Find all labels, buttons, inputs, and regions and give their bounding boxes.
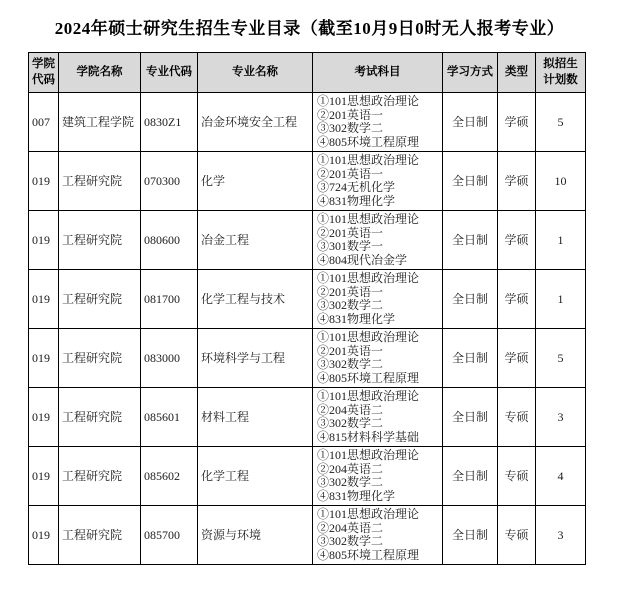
- subject-line: ③302数学二: [317, 121, 384, 135]
- subject-line: ④804现代冶金学: [317, 252, 408, 267]
- exam-subjects-cell: [313, 329, 443, 388]
- type-cell: 学硕: [498, 93, 536, 152]
- college-name-cell: 工程研究院: [59, 388, 141, 447]
- page-title: 2024年硕士研究生招生专业目录（截至10月9日0时无人报考专业）: [54, 19, 565, 38]
- exam-subjects-cell: [313, 152, 443, 211]
- major-name-cell: 资源与环境: [198, 506, 313, 565]
- planned-count-cell: 10: [536, 152, 586, 211]
- type-cell: 专硕: [498, 447, 536, 506]
- header-college-code: 学院代码: [29, 53, 59, 93]
- college-code-cell: 019: [29, 388, 59, 447]
- major-name-cell: 冶金工程: [198, 211, 313, 270]
- subject-line: ④815材料科学基础: [317, 429, 420, 444]
- subject-line: ②201英语一: [317, 166, 384, 181]
- type-cell: 学硕: [498, 211, 536, 270]
- subject-line: ③302数学二: [317, 357, 384, 371]
- subject-line: ③302数学二: [317, 298, 384, 312]
- subject-line: ④831物理化学: [317, 193, 396, 208]
- subject-line: ①101思想政治理论: [317, 330, 420, 344]
- planned-count-cell: 1: [536, 270, 586, 329]
- table-header-row: [29, 53, 586, 93]
- planned-count-cell: 3: [536, 388, 586, 447]
- college-code-cell: 019: [29, 270, 59, 329]
- subject-line: ②204英语二: [317, 402, 384, 417]
- subject-line: ④831物理化学: [317, 311, 396, 326]
- college-code-cell: 019: [29, 152, 59, 211]
- exam-subjects-cell: [313, 506, 443, 565]
- planned-count-cell: 5: [536, 329, 586, 388]
- subject-line: ①101思想政治理论: [317, 271, 420, 285]
- major-name-cell: 化学: [198, 152, 313, 211]
- header-study-mode: 学习方式: [443, 53, 498, 93]
- type-cell: 学硕: [498, 270, 536, 329]
- subject-line: ②201英语一: [317, 343, 384, 358]
- header-college-name: 学院名称: [59, 53, 141, 93]
- subject-line: ①101思想政治理论: [317, 507, 420, 521]
- table-row: [29, 93, 586, 152]
- major-name-cell: 冶金环境安全工程: [198, 93, 313, 152]
- subject-line: ②201英语一: [317, 284, 384, 299]
- major-code-cell: 0830Z1: [141, 93, 198, 152]
- college-name-cell: 工程研究院: [59, 211, 141, 270]
- major-name-cell: 化学工程与技术: [198, 270, 313, 329]
- college-code-cell: 019: [29, 506, 59, 565]
- subject-line: ④805环境工程原理: [317, 134, 420, 149]
- college-name-cell: 工程研究院: [59, 447, 141, 506]
- subject-line: ①101思想政治理论: [317, 389, 420, 403]
- major-code-cell: 085700: [141, 506, 198, 565]
- major-code-cell: 081700: [141, 270, 198, 329]
- header-planned-count: 拟招生计划数: [536, 53, 586, 93]
- catalog-table-body: [29, 93, 586, 565]
- planned-count-cell: 4: [536, 447, 586, 506]
- exam-subjects-cell: [313, 211, 443, 270]
- table-row: [29, 388, 586, 447]
- header-major-name: 专业名称: [198, 53, 313, 93]
- type-cell: 专硕: [498, 506, 536, 565]
- type-cell: 专硕: [498, 388, 536, 447]
- table-row: [29, 152, 586, 211]
- study-mode-cell: 全日制: [443, 329, 498, 388]
- header-major-code: 专业代码: [141, 53, 198, 93]
- subject-line: ②201英语一: [317, 225, 384, 240]
- header-type: 类型: [498, 53, 536, 93]
- subject-line: ③302数学二: [317, 534, 384, 548]
- study-mode-cell: 全日制: [443, 152, 498, 211]
- college-code-cell: 019: [29, 211, 59, 270]
- major-code-cell: 085602: [141, 447, 198, 506]
- table-row: [29, 506, 586, 565]
- catalog-table: [28, 52, 586, 565]
- subject-line: ①101思想政治理论: [317, 448, 420, 462]
- subject-line: ③724无机化学: [317, 180, 396, 194]
- subject-line: ①101思想政治理论: [317, 153, 420, 167]
- table-row: [29, 270, 586, 329]
- table-row: [29, 447, 586, 506]
- subject-line: ④805环境工程原理: [317, 370, 420, 385]
- exam-subjects-cell: [313, 447, 443, 506]
- study-mode-cell: 全日制: [443, 211, 498, 270]
- subject-line: ②201英语一: [317, 107, 384, 122]
- major-code-cell: 080600: [141, 211, 198, 270]
- major-name-cell: 环境科学与工程: [198, 329, 313, 388]
- study-mode-cell: 全日制: [443, 270, 498, 329]
- subject-line: ①101思想政治理论: [317, 94, 420, 108]
- subject-line: ①101思想政治理论: [317, 212, 420, 226]
- subject-line: ②204英语二: [317, 461, 384, 476]
- study-mode-cell: 全日制: [443, 388, 498, 447]
- planned-count-cell: 5: [536, 93, 586, 152]
- college-code-cell: 019: [29, 447, 59, 506]
- college-name-cell: 工程研究院: [59, 270, 141, 329]
- college-code-cell: 007: [29, 93, 59, 152]
- type-cell: 学硕: [498, 329, 536, 388]
- table-row: [29, 211, 586, 270]
- study-mode-cell: 全日制: [443, 447, 498, 506]
- college-code-cell: 019: [29, 329, 59, 388]
- major-code-cell: 083000: [141, 329, 198, 388]
- planned-count-cell: 1: [536, 211, 586, 270]
- college-name-cell: 工程研究院: [59, 329, 141, 388]
- major-code-cell: 070300: [141, 152, 198, 211]
- table-row: [29, 329, 586, 388]
- type-cell: 学硕: [498, 152, 536, 211]
- subject-line: ③302数学二: [317, 416, 384, 430]
- exam-subjects-cell: [313, 93, 443, 152]
- subject-line: ②204英语二: [317, 520, 384, 535]
- college-name-cell: 建筑工程学院: [59, 93, 141, 152]
- exam-subjects-cell: [313, 270, 443, 329]
- subject-line: ③302数学二: [317, 475, 384, 489]
- major-code-cell: 085601: [141, 388, 198, 447]
- exam-subjects-cell: [313, 388, 443, 447]
- study-mode-cell: 全日制: [443, 506, 498, 565]
- planned-count-cell: 3: [536, 506, 586, 565]
- subject-line: ③301数学一: [317, 239, 384, 253]
- study-mode-cell: 全日制: [443, 93, 498, 152]
- college-name-cell: 工程研究院: [59, 506, 141, 565]
- major-name-cell: 化学工程: [198, 447, 313, 506]
- college-name-cell: 工程研究院: [59, 152, 141, 211]
- major-name-cell: 材料工程: [198, 388, 313, 447]
- subject-line: ④805环境工程原理: [317, 547, 420, 562]
- subject-line: ④831物理化学: [317, 488, 396, 503]
- header-exam-subjects: 考试科目: [313, 53, 443, 93]
